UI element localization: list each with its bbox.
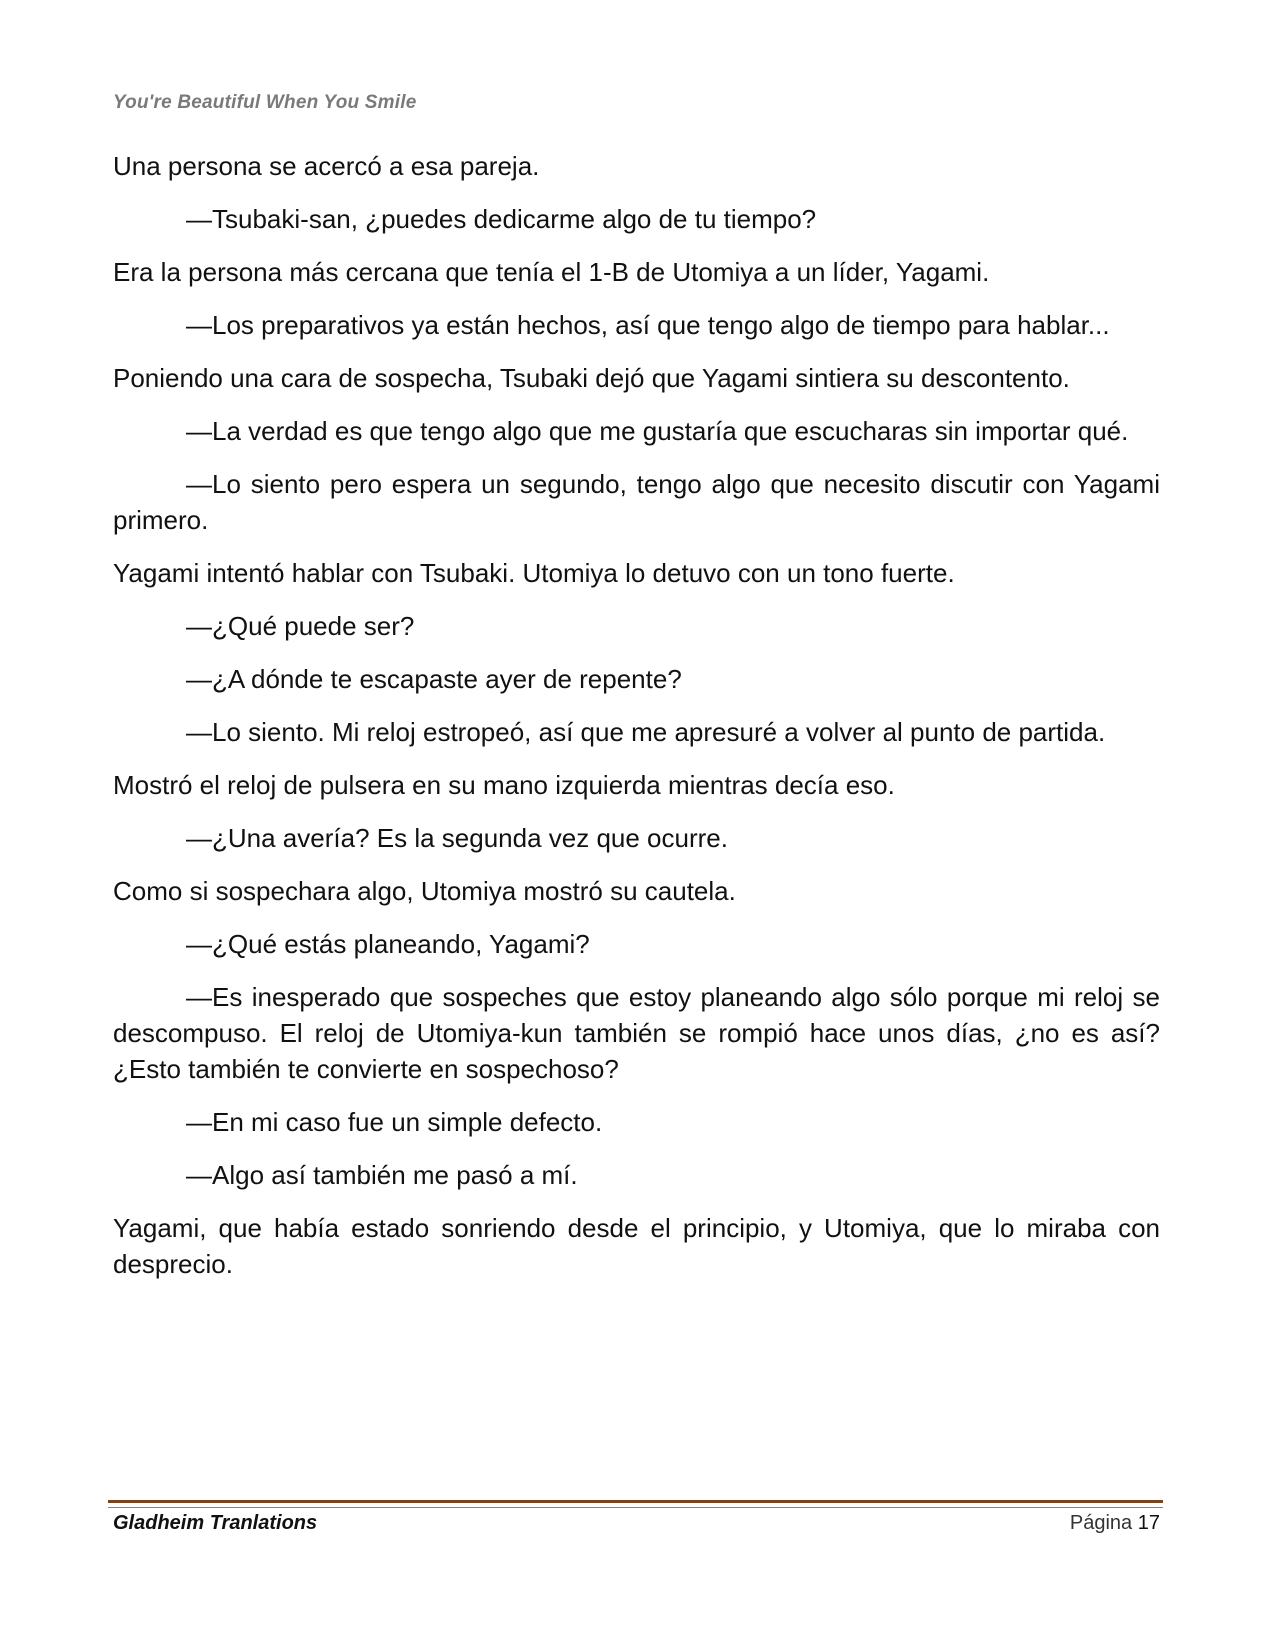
page-number: 17: [1137, 1512, 1160, 1534]
dialogue-paragraph: —Lo siento. Mi reloj estropeó, así que me apresuré a volver al punto de partida.: [186, 717, 1106, 747]
paragraph: Yagami, que había estado sonriendo desde el principio, y Utomiya, que lo miraba con desprecio.: [113, 1213, 1160, 1279]
dialogue-paragraph: —¿Una avería? Es la segunda vez que ocurre.: [186, 823, 728, 853]
dialogue-paragraph: —¿A dónde te escapaste ayer de repente?: [186, 664, 682, 694]
footer-divider: [108, 1500, 1163, 1503]
dialogue-paragraph: —Algo así también me pasó a mí.: [186, 1160, 578, 1190]
footer-page-number: [1070, 1512, 1160, 1535]
dialogue-paragraph: —¿Qué puede ser?: [186, 611, 415, 641]
paragraph: Una persona se acercó a esa pareja.: [113, 151, 540, 181]
dialogue-paragraph: —Los preparativos ya están hechos, así que tengo algo de tiempo para hablar...: [186, 310, 1110, 340]
paragraph: Yagami intentó hablar con Tsubaki. Utomiya lo detuvo con un tono fuerte.: [113, 558, 955, 588]
running-header-title: You're Beautiful When You Smile: [113, 92, 417, 113]
page-label: Página: [1069, 1512, 1133, 1534]
dialogue-paragraph: —Es inesperado que sospeches que estoy planeando algo sólo porque mi reloj se descompuso. El reloj de Utomiya-kun también se rompió hace unos días, ¿no es así? ¿Esto también te convierte en sospechoso?: [113, 982, 1160, 1084]
dialogue-paragraph: —En mi caso fue un simple defecto.: [186, 1107, 603, 1137]
dialogue-paragraph: —La verdad es que tengo algo que me gustaría que escucharas sin importar qué.: [186, 416, 1129, 446]
body-text: [113, 148, 1160, 1299]
dialogue-paragraph: —Tsubaki-san, ¿puedes dedicarme algo de tu tiempo?: [186, 204, 817, 234]
paragraph: Mostró el reloj de pulsera en su mano izquierda mientras decía eso.: [113, 770, 895, 800]
footer-divider-thin: [108, 1507, 1163, 1508]
paragraph: Como si sospechara algo, Utomiya mostró su cautela.: [113, 876, 736, 906]
paragraph: Poniendo una cara de sospecha, Tsubaki dejó que Yagami sintiera su descontento.: [113, 363, 1070, 393]
dialogue-paragraph: —¿Qué estás planeando, Yagami?: [186, 929, 590, 959]
dialogue-paragraph: —Lo siento pero espera un segundo, tengo algo que necesito discutir con Yagami primero.: [113, 469, 1160, 535]
footer-publisher: Gladheim Tranlations: [113, 1512, 318, 1534]
paragraph: Era la persona más cercana que tenía el 1-B de Utomiya a un líder, Yagami.: [113, 257, 990, 287]
